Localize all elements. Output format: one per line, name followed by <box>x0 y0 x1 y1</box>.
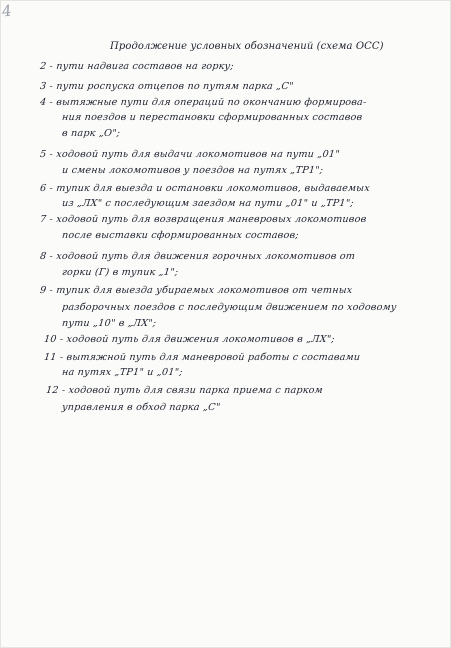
list-item: и смены локомотивов у поездов на путях „ТР1"; <box>61 165 324 176</box>
list-item: 11 - вытяжной путь для маневровой работы с составами <box>43 352 361 363</box>
list-item: ния поездов и перестановки сформированных составов <box>61 112 363 123</box>
list-item: 4 - вытяжные пути для операций по окончанию формирова- <box>39 97 367 108</box>
list-item: из „ЛХ" с последующим заездом на пути „01" и „ТР1"; <box>61 198 355 209</box>
list-item: 8 - ходовой путь для движения горочных локомотивов от <box>39 251 356 262</box>
list-item: 7 - ходовой путь для возвращения маневровых локомотивов <box>39 214 367 225</box>
list-item: разборочных поездов с последующим движением по ходовому <box>61 302 398 313</box>
list-item: управления в обход парка „С" <box>61 402 221 413</box>
list-item: пути „10" в „ЛХ"; <box>61 318 157 329</box>
list-item: 2 - пути надвига составов на горку; <box>39 61 235 72</box>
list-item: после выставки сформированных составов; <box>61 230 300 241</box>
list-item: в парк „О"; <box>61 128 121 139</box>
list-item: 5 - ходовой путь для выдачи локомотивов на пути „01" <box>39 149 341 160</box>
list-item: 12 - ходовой путь для связи парка приема с парком <box>45 385 324 396</box>
list-item: горки (Г) в тупик „1"; <box>61 267 179 278</box>
page-number: 4 <box>0 1 13 21</box>
list-item: 10 - ходовой путь для движения локомотивов в „ЛХ"; <box>43 334 336 345</box>
list-item: 3 - пути роспуска отцепов по путям парка „С" <box>39 81 295 92</box>
page-title: Продолжение условных обозначений (схема ОСС) <box>110 41 384 52</box>
list-item: 6 - тупик для выезда и остановки локомотивов, выдаваемых <box>39 183 371 194</box>
list-item: 9 - тупик для выезда убираемых локомотивов от четных <box>39 285 353 296</box>
list-item: на путях „ТР1" и „01"; <box>61 367 184 378</box>
